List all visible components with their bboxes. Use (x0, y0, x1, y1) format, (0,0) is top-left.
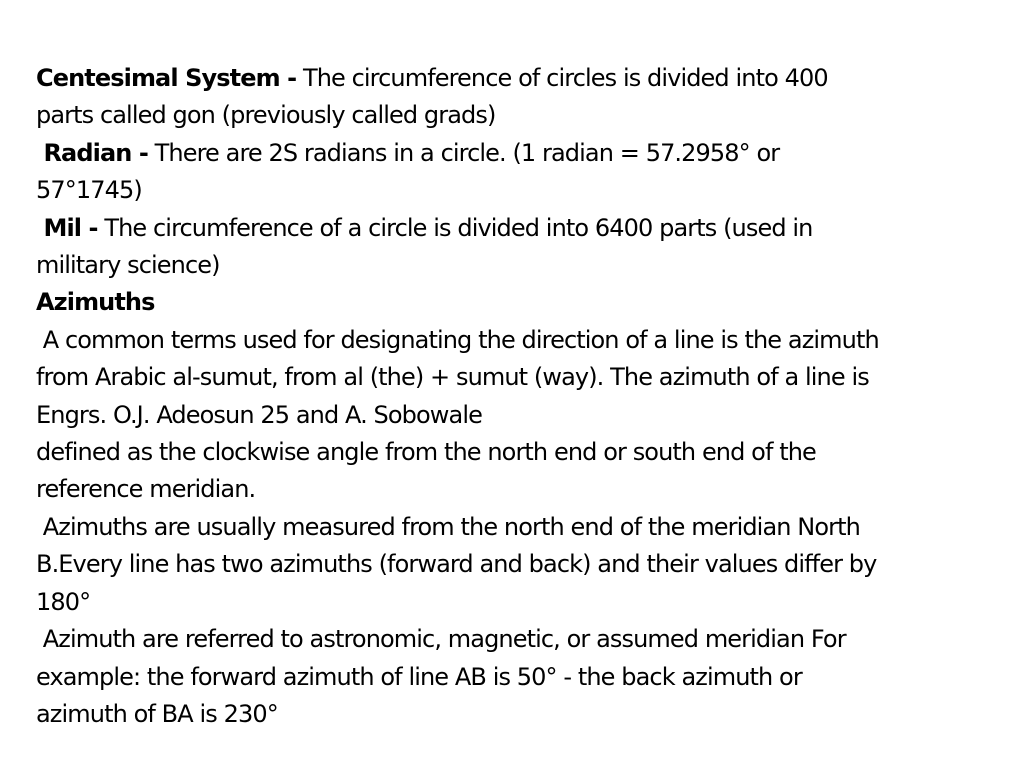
definition-centesimal: The circumference of circles is divided into 400 (296, 64, 828, 92)
line-text: military science) (36, 251, 220, 280)
text-line (36, 172, 1006, 209)
text-line: from Arabic al-sumut, from al (the) + sumut (way). The azimuth of a line is (36, 363, 869, 392)
definition-mil: The circumference of a circle is divided into 6400 parts (used in (97, 213, 813, 242)
slide-text-body (36, 60, 1006, 733)
text-line: azimuth of BA is 230° (36, 699, 278, 728)
text-line: 180° (36, 587, 91, 616)
text-line: example: the forward azimuth of line AB is 50° - the back azimuth or (36, 662, 802, 691)
text-line: defined as the clockwise angle from the north end or south end of the (36, 438, 816, 467)
text-line (36, 97, 1006, 134)
text-line-attribution: Engrs. O.J. Adeosun 25 and A. Sobowale (36, 400, 482, 429)
text-line: A common terms used for designating the direction of a line is the azimuth (36, 325, 879, 354)
text-line-radian (36, 135, 1006, 172)
heading-azimuths: Azimuths (36, 288, 155, 317)
text-line: Azimuths are usually measured from the north end of the meridian North (36, 512, 860, 541)
term-mil: Mil - (36, 213, 98, 242)
line-text: parts called gon (previously called grads) (36, 101, 496, 130)
text-line-mil (36, 210, 1006, 247)
term-centesimal-system: Centesimal System - (36, 64, 297, 92)
text-line: reference meridian. (36, 475, 256, 504)
text-line: Azimuth are referred to astronomic, magnetic, or assumed meridian For (36, 625, 846, 654)
text-line (36, 247, 1006, 284)
line-text: 57°1745) (36, 176, 142, 205)
term-radian: Radian - (36, 138, 148, 167)
definition-radian: There are 2S radians in a circle. (1 radian = 57.2958° or (147, 138, 780, 167)
text-line: B.Every line has two azimuths (forward and back) and their values differ by (36, 550, 877, 579)
text-line-centesimal (36, 60, 1006, 97)
